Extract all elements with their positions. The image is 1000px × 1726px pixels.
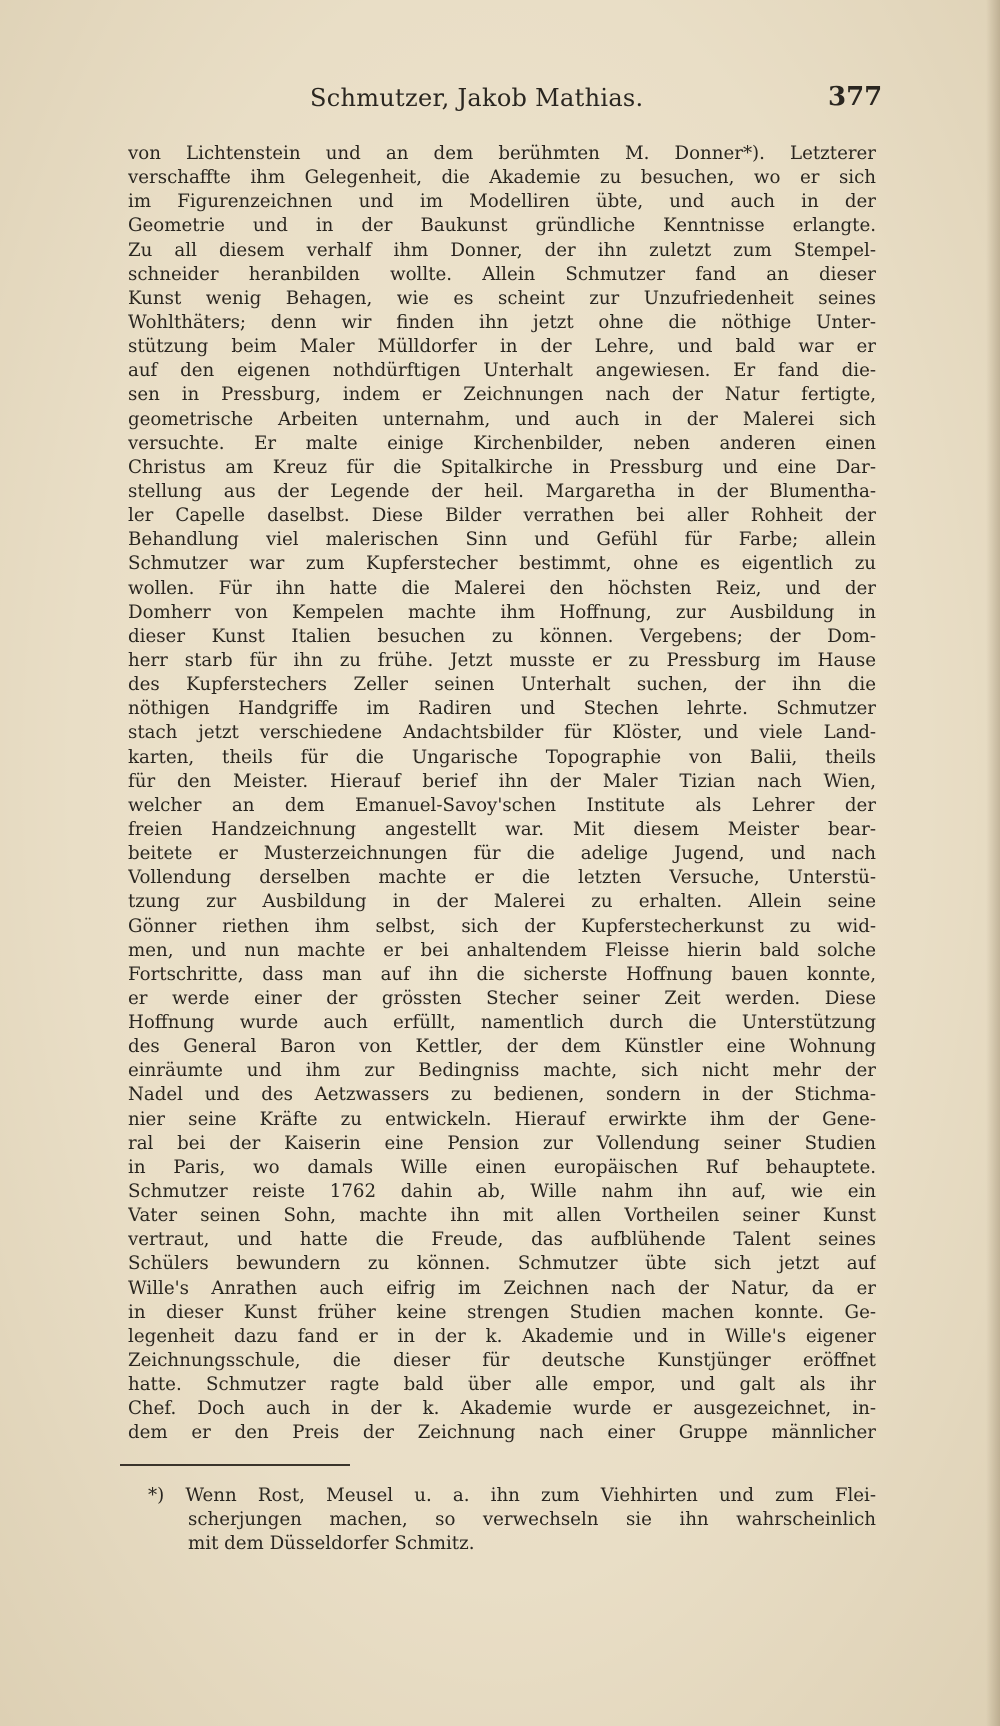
body-line: legenheit dazu fand er in der k. Akademie und in Wille's eigener: [128, 1325, 876, 1347]
body-line: hatte. Schmutzer ragte bald über alle empor, und galt als ihr: [128, 1374, 876, 1396]
body-line: Christus am Kreuz für die Spitalkirche in Pressburg und eine Dar-: [128, 456, 876, 478]
body-line: Nadel und des Aetzwassers zu bedienen, sondern in der Stichma-: [128, 1084, 876, 1106]
footnote-line: *) Wenn Rost, Meusel u. a. ihn zum Viehhirten und zum Flei-: [148, 1485, 876, 1506]
body-line: einräumte und ihm zur Bedingniss machte, sich nicht mehr der: [128, 1060, 876, 1082]
body-line: karten, theils für die Ungarische Topographie von Balii, theils: [128, 746, 876, 768]
body-line: Chef. Doch auch in der k. Akademie wurde er ausgezeichnet, in-: [128, 1398, 876, 1420]
body-line: im Figurenzeichnen und im Modelliren übte, und auch in der: [128, 191, 876, 213]
body-line: Fortschritte, dass man auf ihn die sicherste Hoffnung bauen konnte,: [128, 963, 876, 985]
body-line: wollen. Für ihn hatte die Malerei den höchsten Reiz, und der: [128, 577, 876, 599]
body-line: geometrische Arbeiten unternahm, und auch in der Malerei sich: [128, 408, 876, 430]
running-head: Schmutzer, Jakob Mathias.: [310, 84, 644, 112]
body-line: Vater seinen Sohn, machte ihn mit allen Vortheilen seiner Kunst: [128, 1205, 876, 1227]
body-line: nöthigen Handgriffe im Radiren und Stechen lehrte. Schmutzer: [128, 698, 876, 720]
body-line: stellung aus der Legende der heil. Margaretha in der Blumentha-: [128, 480, 876, 502]
footnote: [148, 1484, 876, 1556]
body-line: herr starb für ihn zu frühe. Jetzt musste er zu Pressburg im Hause: [128, 649, 876, 671]
body-line: tzung zur Ausbildung in der Malerei zu erhalten. Allein seine: [128, 891, 876, 913]
page-number: 377: [828, 82, 883, 112]
body-line: Gönner riethen ihm selbst, sich der Kupferstecherkunst zu wid-: [128, 915, 876, 937]
body-line: Vollendung derselben machte er die letzten Versuche, Unterstü-: [128, 867, 876, 889]
body-line: Schmutzer reiste 1762 dahin ab, Wille nahm ihn auf, wie ein: [128, 1181, 876, 1203]
body-line: in dieser Kunst früher keine strengen Studien machen konnte. Ge-: [128, 1301, 876, 1323]
footnote-rule: [120, 1464, 350, 1466]
body-line: stach jetzt verschiedene Andachtsbilder für Klöster, und viele Land-: [128, 722, 876, 744]
page-header: [0, 84, 1000, 120]
footnote-line: scherjungen machen, so verwechseln sie ihn wahrscheinlich: [188, 1509, 876, 1530]
body-line: für den Meister. Hierauf berief ihn der Maler Tizian nach Wien,: [128, 770, 876, 792]
body-line: er werde einer der grössten Stecher seiner Zeit werden. Diese: [128, 987, 876, 1009]
body-line: Domherr von Kempelen machte ihm Hoffnung, zur Ausbildung in: [128, 601, 876, 623]
body-line: [128, 1446, 876, 1470]
body-line: Wohlthäters; denn wir finden ihn jetzt ohne die nöthige Unter-: [128, 311, 876, 333]
body-line: vertraut, und hatte die Freude, das aufblühende Talent seines: [128, 1229, 876, 1251]
body-line: dieser Kunst Italien besuchen zu können. Vergebens; der Dom-: [128, 625, 876, 647]
body-line: sen in Pressburg, indem er Zeichnungen nach der Natur fertigte,: [128, 384, 876, 406]
body-line: beitete er Musterzeichnungen für die adelige Jugend, und nach: [128, 843, 876, 865]
body-line: schneider heranbilden wollte. Allein Schmutzer fand an dieser: [128, 263, 876, 285]
body-line: dem er den Preis der Zeichnung nach einer Gruppe männlicher: [128, 1422, 876, 1444]
body-line: verschaffte ihm Gelegenheit, die Akademie zu besuchen, wo er sich: [128, 167, 876, 189]
body-line: versuchte. Er malte einige Kirchenbilder, neben anderen einen: [128, 432, 876, 454]
body-line: Zeichnungsschule, die dieser für deutsche Kunstjünger eröffnet: [128, 1350, 876, 1372]
body-line: des General Baron von Kettler, der dem Künstler eine Wohnung: [128, 1036, 876, 1058]
body-line: nier seine Kräfte zu entwickeln. Hierauf erwirkte ihm der Gene-: [128, 1108, 876, 1130]
body-line: welcher an dem Emanuel-Savoy'schen Institute als Lehrer der: [128, 794, 876, 816]
body-line: ler Capelle daselbst. Diese Bilder verrathen bei aller Rohheit der: [128, 505, 876, 527]
body-line: Schülers bewundern zu können. Schmutzer übte sich jetzt auf: [128, 1253, 876, 1275]
body-line: freien Handzeichnung angestellt war. Mit diesem Meister bear-: [128, 818, 876, 840]
body-line: stützung beim Maler Mülldorfer in der Lehre, und bald war er: [128, 336, 876, 358]
body-line: Schmutzer war zum Kupferstecher bestimmt, ohne es eigentlich zu: [128, 553, 876, 575]
body-line: Wille's Anrathen auch eifrig im Zeichnen nach der Natur, da er: [128, 1277, 876, 1299]
body-line: von Lichtenstein und an dem berühmten M. Donner*). Letzterer: [128, 143, 876, 164]
body-line: in Paris, wo damals Wille einen europäischen Ruf behauptete.: [128, 1156, 876, 1178]
body-text: [128, 142, 876, 1470]
body-line: Kunst wenig Behagen, wie es scheint zur Unzufriedenheit seines: [128, 287, 876, 309]
footnote-line: mit dem Düsseldorfer Schmitz.: [188, 1533, 475, 1554]
body-line: Zu all diesem verhalf ihm Donner, der ihn zuletzt zum Stempel-: [128, 239, 876, 261]
body-line: auf den eigenen nothdürftigen Unterhalt angewiesen. Er fand die-: [128, 360, 876, 382]
body-line: des Kupferstechers Zeller seinen Unterhalt suchen, der ihn die: [128, 674, 876, 696]
body-line: ral bei der Kaiserin eine Pension zur Vollendung seiner Studien: [128, 1132, 876, 1154]
page-edge-shadow: [986, 0, 1000, 1726]
body-line: men, und nun machte er bei anhaltendem Fleisse hierin bald solche: [128, 939, 876, 961]
body-line: Hoffnung wurde auch erfüllt, namentlich durch die Unterstützung: [128, 1012, 876, 1034]
body-line: Behandlung viel malerischen Sinn und Gefühl für Farbe; allein: [128, 529, 876, 551]
body-line: Geometrie und in der Baukunst gründliche Kenntnisse erlangte.: [128, 215, 876, 237]
